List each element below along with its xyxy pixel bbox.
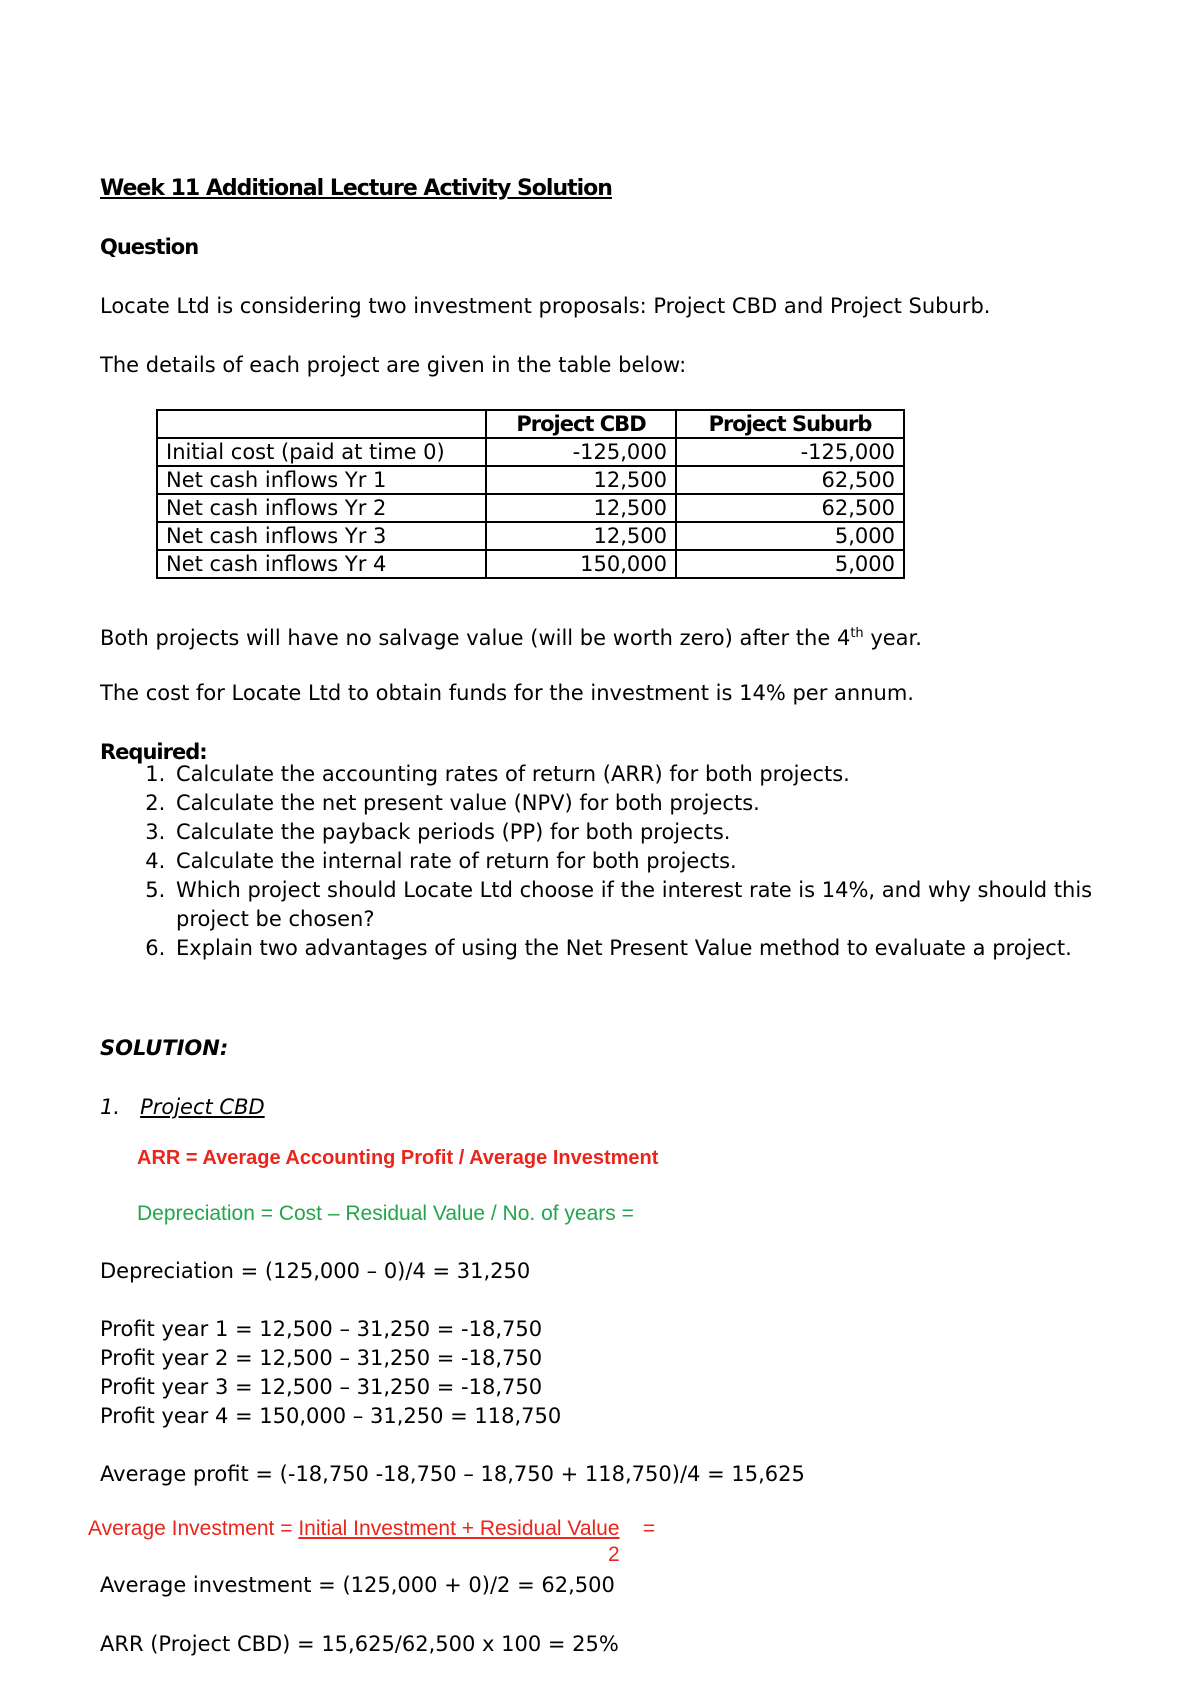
table-header-row	[157, 410, 904, 438]
row-label: Net cash inflows Yr 2	[157, 494, 486, 522]
cost-of-funds-paragraph: The cost for Locate Ltd to obtain funds for the investment is 14% per annum.	[100, 681, 914, 705]
formula-denominator: 2	[608, 1543, 620, 1566]
suburb-value: 5,000	[676, 550, 904, 578]
arr-formula: ARR = Average Accounting Profit / Average Investment	[137, 1147, 659, 1169]
table-row	[157, 438, 904, 466]
suburb-value: 62,500	[676, 466, 904, 494]
row-label: Initial cost (paid at time 0)	[157, 438, 486, 466]
profit-year-4: Profit year 4 = 150,000 – 31,250 = 118,750	[100, 1404, 562, 1428]
cbd-value: 12,500	[486, 494, 676, 522]
list-item: 1. Calculate the accounting rates of return (ARR) for both projects.	[172, 760, 1122, 789]
profit-year-1: Profit year 1 = 12,500 – 31,250 = -18,750	[100, 1317, 543, 1341]
salvage-paragraph	[100, 620, 922, 652]
formula-numerator: Initial Investment + Residual Value	[298, 1517, 620, 1540]
row-label: Net cash inflows Yr 1	[157, 466, 486, 494]
required-list	[130, 760, 1122, 963]
list-item: 5. Which project should Locate Ltd choose if the interest rate is 14%, and why should this project be chosen?	[172, 876, 1122, 934]
project-details-table	[156, 409, 905, 579]
solution-item-title: Project CBD	[140, 1095, 265, 1119]
table-header-cell: Project CBD	[486, 410, 676, 438]
solution-heading: SOLUTION:	[100, 1036, 229, 1060]
formula-label: Average Investment =	[88, 1517, 299, 1540]
table-header-cell: Project Suburb	[676, 410, 904, 438]
salvage-text-end: year.	[863, 626, 922, 650]
list-item: 3. Calculate the payback periods (PP) for both projects.	[172, 818, 1122, 847]
table-row	[157, 494, 904, 522]
table-row	[157, 550, 904, 578]
list-item: 6. Explain two advantages of using the Net Present Value method to evaluate a project.	[172, 934, 1122, 963]
question-heading: Question	[100, 235, 199, 259]
cbd-value: -125,000	[486, 438, 676, 466]
required-heading: Required:	[100, 740, 207, 764]
average-investment-formula	[88, 1515, 655, 1543]
table-header-cell	[157, 410, 486, 438]
profit-year-2: Profit year 2 = 12,500 – 31,250 = -18,750	[100, 1346, 543, 1370]
depreciation-calculation: Depreciation = (125,000 – 0)/4 = 31,250	[100, 1259, 531, 1283]
intro-paragraph: Locate Ltd is considering two investment proposals: Project CBD and Project Suburb.	[100, 294, 991, 318]
depreciation-formula: Depreciation = Cost – Residual Value / No. of years =	[137, 1202, 634, 1225]
average-investment-calculation: Average investment = (125,000 + 0)/2 = 62,500	[100, 1573, 615, 1597]
solution-item-number: 1.	[100, 1095, 121, 1119]
arr-result: ARR (Project CBD) = 15,625/62,500 x 100 = 25%	[100, 1632, 619, 1656]
average-profit: Average profit = (-18,750 -18,750 – 18,750 + 118,750)/4 = 15,625	[100, 1462, 805, 1486]
formula-equals: =	[642, 1517, 656, 1540]
salvage-superscript: th	[850, 626, 864, 641]
row-label: Net cash inflows Yr 3	[157, 522, 486, 550]
salvage-text: Both projects will have no salvage value (will be worth zero) after the 4	[100, 626, 851, 650]
list-item: 2. Calculate the net present value (NPV) for both projects.	[172, 789, 1122, 818]
table-intro: The details of each project are given in the table below:	[100, 353, 687, 377]
table-row	[157, 522, 904, 550]
cbd-value: 12,500	[486, 522, 676, 550]
document-title: Week 11 Additional Lecture Activity Solution	[100, 176, 612, 201]
row-label: Net cash inflows Yr 4	[157, 550, 486, 578]
suburb-value: 62,500	[676, 494, 904, 522]
list-item: 4. Calculate the internal rate of return for both projects.	[172, 847, 1122, 876]
cbd-value: 150,000	[486, 550, 676, 578]
suburb-value: 5,000	[676, 522, 904, 550]
suburb-value: -125,000	[676, 438, 904, 466]
solution-item-1	[100, 1093, 265, 1121]
table-row	[157, 466, 904, 494]
cbd-value: 12,500	[486, 466, 676, 494]
profit-year-3: Profit year 3 = 12,500 – 31,250 = -18,750	[100, 1375, 543, 1399]
